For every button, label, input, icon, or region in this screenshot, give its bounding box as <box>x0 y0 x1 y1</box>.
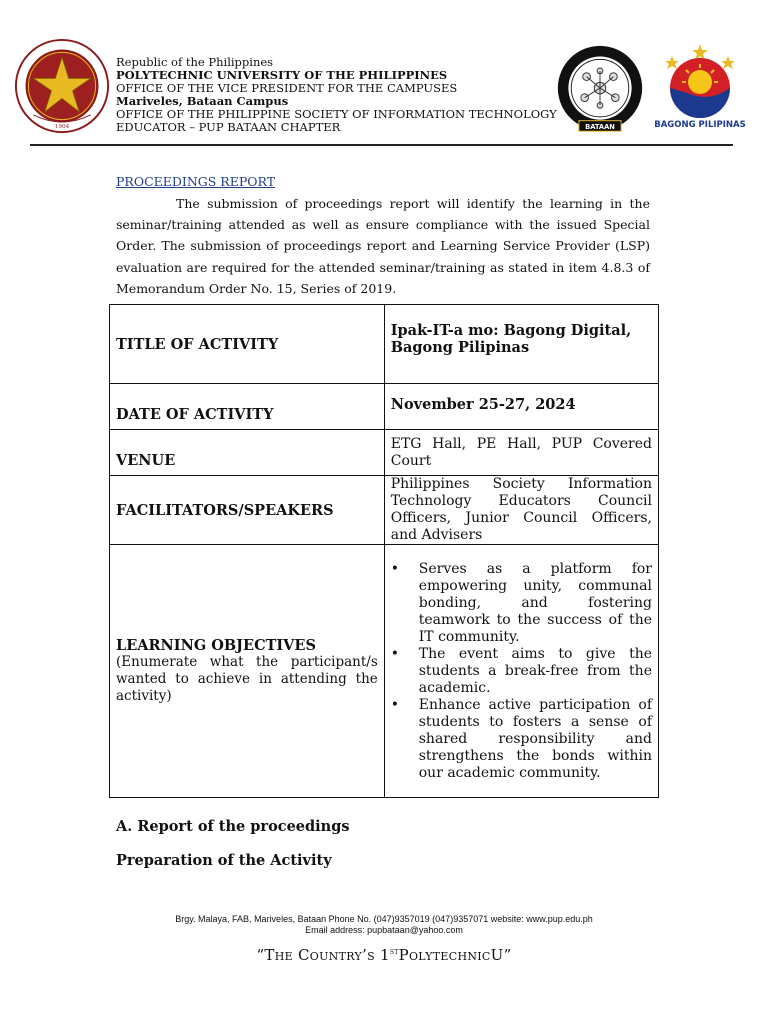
facilitators-label: FACILITATORS/SPEAKERS <box>110 476 385 545</box>
learning-objectives-cell <box>110 545 385 798</box>
learning-objectives-list-cell <box>384 545 658 798</box>
header-divider <box>30 144 733 146</box>
header-line-psite-office: OFFICE OF THE PHILIPPINE SOCIETY OF INFORMATION TECHNOLOGY <box>116 107 557 121</box>
learning-objectives-label: LEARNING OBJECTIVES <box>116 637 316 654</box>
footer-tagline <box>0 946 768 964</box>
facilitators-value: Philippines Society Information Technology Educators Council Officers, Junior Council Officers, and Advisers <box>384 476 658 545</box>
header-line-office: OFFICE OF THE VICE PRESIDENT FOR THE CAMPUSES <box>116 81 458 95</box>
header-line-campus: Mariveles, Bataan Campus <box>116 94 289 108</box>
venue-value: ETG Hall, PE Hall, PUP Covered Court <box>384 430 658 476</box>
table-row-facilitators <box>110 476 659 545</box>
table-row-date <box>110 384 659 430</box>
header-line-university: POLYTECHNIC UNIVERSITY OF THE PHILIPPINES <box>116 68 448 82</box>
header-line-chapter: EDUCATOR – PUP BATAAN CHAPTER <box>116 120 341 134</box>
footer-email-line: Email address: pupbataan@yahoo.com <box>305 925 463 935</box>
bagong-pilipinas-logo-icon <box>650 42 750 132</box>
seal-year: 1904 <box>54 124 70 131</box>
activity-details-table <box>109 304 659 798</box>
footer-address-line: Brgy. Malaya, FAB, Mariveles, Bataan Phone No. (047)9357019 (047)9357071 website: www.pup.edu.ph <box>175 914 593 924</box>
title-of-activity-value: Ipak-IT-a mo: Bagong Digital, Bagong Pilipinas <box>384 305 658 384</box>
date-of-activity-value: November 25-27, 2024 <box>384 384 658 430</box>
report-of-proceedings-heading: A. Report of the proceedings <box>116 818 350 835</box>
intro-paragraph <box>116 193 650 299</box>
letterhead-text <box>116 56 557 134</box>
venue-label: VENUE <box>110 430 385 476</box>
footer-address <box>0 914 768 936</box>
tagline-pre: “The Country’s 1 <box>256 946 390 964</box>
table-row-title <box>110 305 659 384</box>
intro-text: The submission of proceedings report will identify the learning in the seminar/training attended as well as ensure compliance with the issued Special Order. The submission of proceedings report and Learning Service Provider (LSP) evaluation are required for the attended seminar/training as stated in item 4.8.3 of Memorandum Order No. 15, Series of 2019. <box>116 196 650 296</box>
psite-seal-icon <box>552 44 648 136</box>
list-item: • The event aims to give the students a break-free from the academic. <box>419 646 652 697</box>
list-item: • Serves as a platform for empowering unity, communal bonding, and fostering teamwork to the success of the IT community. <box>419 561 652 646</box>
psite-seal-label: BATAAN <box>585 122 615 131</box>
tagline-post: PolytechnicU” <box>398 946 512 964</box>
letterhead <box>0 0 768 150</box>
proceedings-report-heading: PROCEEDINGS REPORT <box>116 174 276 189</box>
pup-seal-icon <box>14 38 110 134</box>
tagline-sup: st <box>389 947 399 957</box>
table-row-venue <box>110 430 659 476</box>
title-of-activity-label: TITLE OF ACTIVITY <box>110 305 385 384</box>
preparation-heading: Preparation of the Activity <box>116 852 332 869</box>
list-item: • Enhance active participation of students to fosters a sense of shared responsibility and strengthens the bonds within our academic community. <box>419 697 652 782</box>
table-row-objectives <box>110 545 659 798</box>
date-of-activity-label: DATE OF ACTIVITY <box>110 384 385 430</box>
bagong-pilipinas-text: BAGONG PILIPINAS <box>654 120 746 130</box>
learning-objectives-sublabel: (Enumerate what the participant/s wanted to achieve in attending the activity) <box>116 654 378 704</box>
objectives-list <box>391 561 652 782</box>
header-line-republic: Republic of the Philippines <box>116 55 274 69</box>
